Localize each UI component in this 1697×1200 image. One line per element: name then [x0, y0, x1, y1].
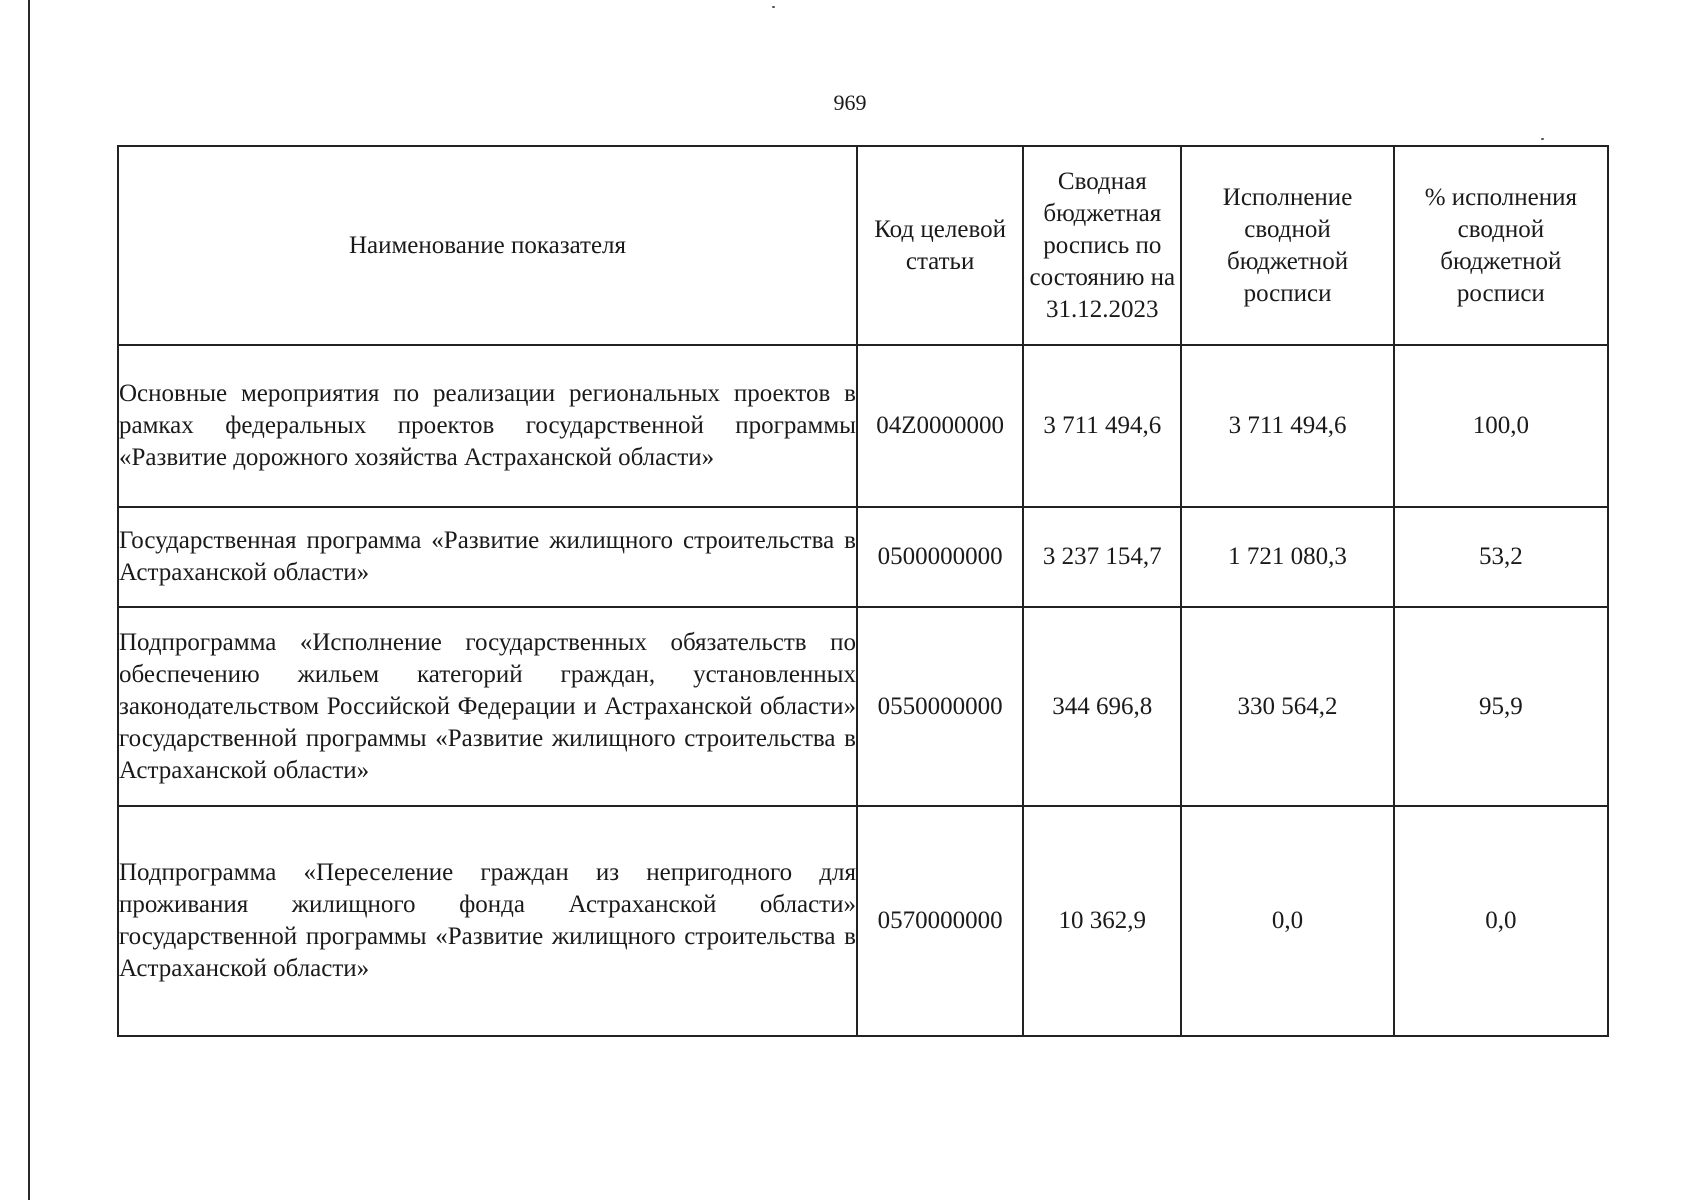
- cell-execution: 330 564,2: [1181, 607, 1393, 806]
- cell-budget-plan: 10 362,9: [1023, 806, 1181, 1036]
- cell-target-code: 04Z0000000: [857, 345, 1023, 507]
- table-row: [118, 607, 1608, 806]
- cell-indicator-name: Государственная программа «Развитие жилищного строительства в Астраханской области»: [118, 507, 857, 607]
- cell-execution-percent: 95,9: [1394, 607, 1608, 806]
- cell-budget-plan: 344 696,8: [1023, 607, 1181, 806]
- page-number: 969: [833, 90, 867, 115]
- budget-execution-table: [117, 145, 1609, 1037]
- cell-indicator-name: Подпрограмма «Переселение граждан из непригодного для проживания жилищного фонда Астраханской области» государственной программы «Развитие жилищного строительства в Астраханской области»: [118, 806, 857, 1036]
- header-target-code: Код целевой статьи: [857, 146, 1023, 345]
- binding-edge-line: [28, 0, 30, 1200]
- cell-execution: 1 721 080,3: [1181, 507, 1393, 607]
- cell-budget-plan: 3 711 494,6: [1023, 345, 1181, 507]
- table-row: [118, 806, 1608, 1036]
- header-execution-percent: % исполнения сводной бюджетной росписи: [1394, 146, 1608, 345]
- cell-target-code: 0550000000: [857, 607, 1023, 806]
- cell-budget-plan: 3 237 154,7: [1023, 507, 1181, 607]
- header-row: [118, 146, 1608, 345]
- header-execution: Исполнение сводной бюджетной росписи: [1181, 146, 1393, 345]
- cell-execution: 0,0: [1181, 806, 1393, 1036]
- table-row: [118, 345, 1608, 507]
- cell-execution-percent: 53,2: [1394, 507, 1608, 607]
- header-indicator-name: Наименование показателя: [118, 146, 857, 345]
- cell-target-code: 0570000000: [857, 806, 1023, 1036]
- scan-speck: [772, 6, 775, 8]
- cell-target-code: 0500000000: [857, 507, 1023, 607]
- cell-indicator-name: Подпрограмма «Исполнение государственных обязательств по обеспечению жильем категорий граждан, установленных законодательством Российской Федерации и Астраханской области» государственной программы «Развитие жилищного строительства в Астраханской области»: [118, 607, 857, 806]
- cell-indicator-name: Основные мероприятия по реализации региональных проектов в рамках федеральных проектов государственной программы «Развитие дорожного хозяйства Астраханской области»: [118, 345, 857, 507]
- cell-execution-percent: 100,0: [1394, 345, 1608, 507]
- table-row: [118, 507, 1608, 607]
- cell-execution-percent: 0,0: [1394, 806, 1608, 1036]
- scan-speck: [1541, 138, 1544, 140]
- cell-execution: 3 711 494,6: [1181, 345, 1393, 507]
- header-budget-plan: Сводная бюджетная роспись по состоянию на 31.12.2023: [1023, 146, 1181, 345]
